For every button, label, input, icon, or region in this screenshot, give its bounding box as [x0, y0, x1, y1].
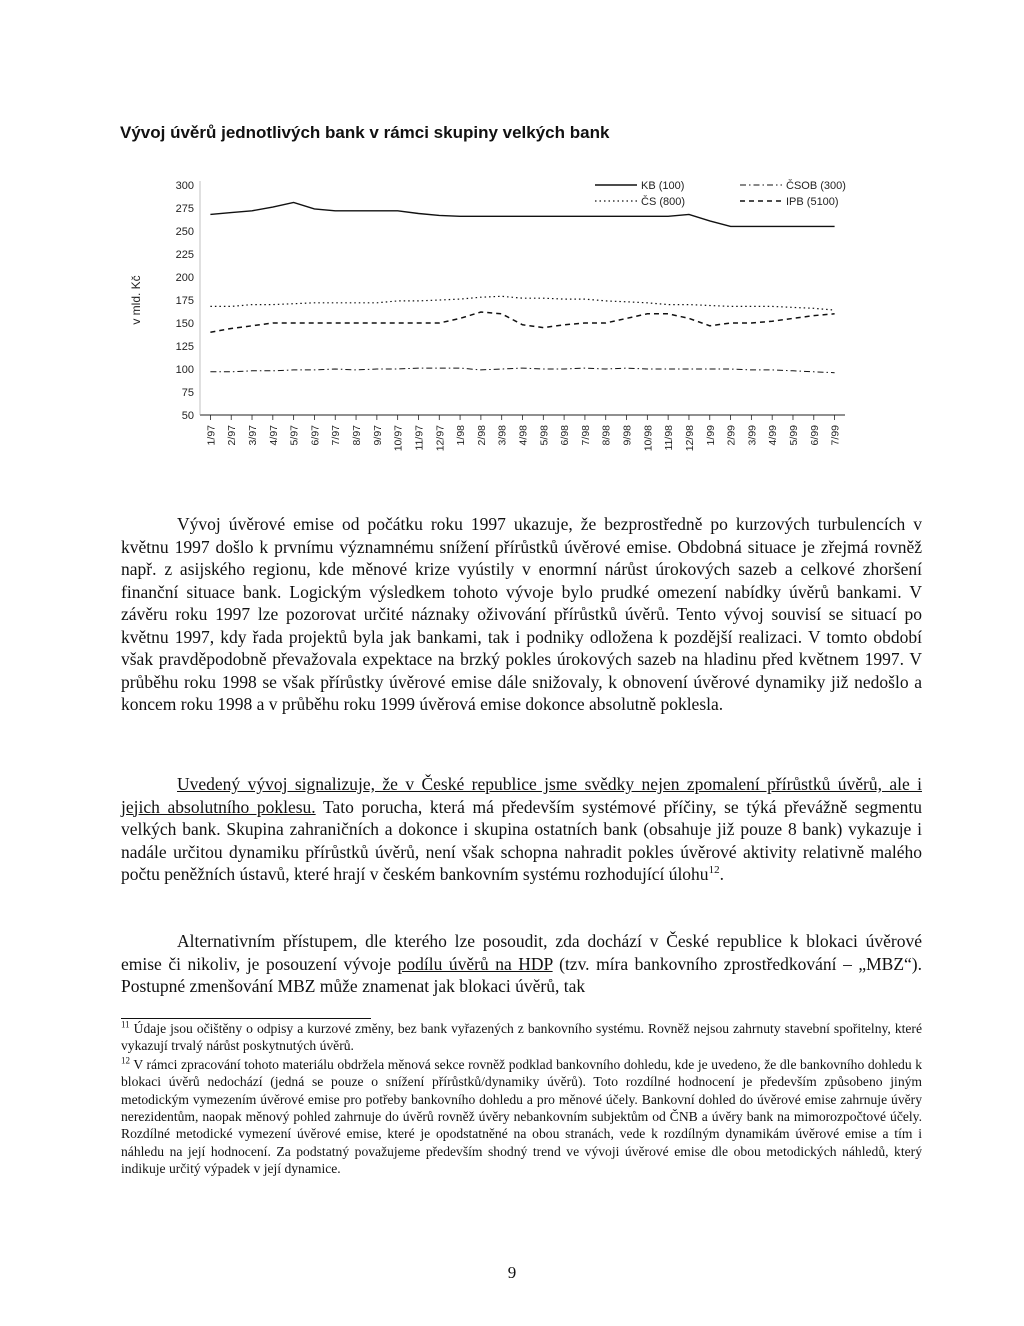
paragraph-2-rest: Tato porucha, která má především systémové příčiny, se týká převážně segmentu velkých bank. Skupina zahraničních a dokonce i skupina ostatních bank (obsahuje již pouze 8 bank) vykazuje i nadále určitou dynamiku přírůstků úvěrů, není však schopna nahradit pokles úvěrové aktivity relativně malého počtu peněžních ústavů, které hrají v českém bankovním systému rozhodující úlohu	[121, 796, 922, 884]
paragraph-3-underlined: podílu úvěrů na HDP	[397, 953, 553, 974]
x-tick-label: 4/99	[767, 425, 780, 446]
paragraph-3-part-b: (tzv. míra bankovního zprostředkování – „MBZ“). Postupné zmenšování MBZ může znamenat jak blokaci úvěrů, tak	[121, 953, 922, 996]
footnote-12-text: V rámci zpracování tohoto materiálu obdržela měnová sekce rovněž podklad bankovního dohledu, kde je uvedeno, že dle bankovního dohledu k blokaci úvěrů nedochází (jedná se pouze o snížení přírůstků/dynamiky úvěrů). Toto rozdílné hodnocení je především způsobeno jiným metodickým vymezením úvěrové emise pro potřeby bankovního dohledu a pro měnové účely. Bankovní dohled do úvěrové emise zahrnuje úvěry nerezidentům, naopak měnový pohled zahrnuje do úvěrů rovněž úvěry nebankovním subjektům od ČNB a úvěry bank na mimorozpočtové účely. Rozdílné metodické vymezení úvěrové emise, které je opodstatněné na obou stranách, vede k rozdílným dynamikám úvěrové emise a tím i náhledu na její hodnocení. Za podstatný považujeme především shodný trend ve vývoji úvěrové emise dle obou metodických náhledů, který indikuje určitý výpadek v její dynamice.	[121, 1056, 922, 1177]
series-line-0	[210, 203, 834, 227]
paragraph-1: Vývoj úvěrové emise od počátku roku 1997 ukazuje, že bezprostředně po kurzových turbulencích v květnu 1997 došlo k prvnímu významnému snížení přírůstků úvěrové emise. Obdobná situace je zřejmá rovněž např. z asijského regionu, kde měnové krize vyústily v enormní nárůst úrokových sazeb a celkové zhoršení finanční situace bank. Logickým výsledkem tohoto vývoje bylo prudké omezení nabídky úvěrů bankami. V závěru roku 1997 lze pozorovat určité náznaky oživování přírůstků úvěrů. Tento vývoj souvisí se situací po květnu 1997, kdy řada projektů byla jak bankami, tak i podniky odložena k pozdější realizaci. V tomto období však pravděpodobně převažovala expektace na brzký pokles úrokových sazeb na hladinu před květnem 1997. V průběhu roku 1998 se však přírůstky úvěrové emise dále snižovaly, k obnovení úvěrové dynamiky již nedošlo a koncem roku 1998 a v průběhu roku 1999 úvěrová emise dokonce absolutně poklesla.	[121, 514, 922, 714]
x-tick-label: 8/98	[600, 425, 613, 446]
y-tick-label: 225	[175, 249, 194, 261]
chart-svg	[100, 165, 860, 485]
x-tick-label: 12/97	[434, 425, 447, 452]
x-tick-label: 1/99	[704, 425, 717, 446]
y-tick-label: 125	[175, 341, 194, 353]
x-tick-label: 3/97	[247, 425, 260, 446]
paragraph-2	[121, 773, 922, 886]
legend-label-3: IPB (5100)	[786, 196, 839, 208]
x-tick-label: 6/97	[309, 425, 322, 446]
y-axis-label: v mld. Kč	[129, 275, 143, 325]
series-line-3	[210, 312, 834, 332]
x-tick-label: 1/98	[455, 425, 468, 446]
x-tick-label: 11/98	[663, 425, 676, 451]
footnote-11-mark: 11	[121, 1019, 130, 1030]
legend-label-2: ČSOB (300)	[786, 180, 846, 192]
y-tick-label: 250	[175, 226, 194, 238]
chart-title: Vývoj úvěrů jednotlivých bank v rámci skupiny velkých bank	[120, 123, 610, 142]
y-tick-label: 75	[181, 387, 194, 399]
x-tick-label: 6/98	[559, 425, 572, 446]
x-tick-label: 9/97	[371, 425, 384, 446]
y-tick-label: 175	[175, 295, 194, 307]
x-tick-label: 2/98	[475, 425, 488, 446]
footnote-11-text: Údaje jsou očištěny o odpisy a kurzové změny, bez bank vyřazených z bankovního systému. Rovněž nejsou zahrnuty stavební spořitelny, které vykazují trvalý nárůst poskytnutých úvěrů.	[121, 1021, 922, 1054]
x-tick-label: 3/98	[496, 425, 509, 446]
x-tick-label: 2/99	[725, 425, 738, 446]
y-tick-label: 300	[175, 180, 194, 192]
x-tick-label: 11/97	[413, 425, 426, 451]
x-tick-label: 2/97	[226, 425, 239, 446]
x-tick-label: 1/97	[205, 425, 218, 446]
series-line-2	[210, 368, 834, 373]
legend-label-1: ČS (800)	[641, 196, 686, 208]
page-number: 9	[507, 1263, 517, 1282]
x-tick-label: 8/97	[351, 425, 364, 446]
x-tick-label: 10/98	[642, 425, 655, 452]
series-line-1	[210, 296, 834, 310]
y-tick-label: 50	[181, 410, 194, 422]
legend-label-0: KB (100)	[641, 180, 685, 192]
x-tick-label: 7/99	[829, 425, 842, 446]
y-tick-label: 275	[175, 203, 194, 215]
footnote-12-mark: 12	[121, 1055, 130, 1066]
paragraph-2-end: .	[719, 864, 724, 884]
x-tick-label: 10/97	[392, 425, 405, 452]
footnote-ref-12: 12	[708, 864, 720, 877]
x-tick-label: 9/98	[621, 425, 634, 446]
y-tick-label: 200	[175, 272, 194, 284]
x-tick-label: 7/97	[330, 425, 343, 446]
x-tick-label: 12/98	[683, 425, 696, 452]
paragraph-3	[121, 930, 922, 998]
footnotes	[121, 1020, 922, 1179]
x-tick-label: 5/97	[288, 425, 301, 446]
x-tick-label: 5/99	[787, 425, 800, 446]
x-tick-label: 5/98	[538, 425, 551, 446]
x-tick-label: 4/98	[517, 425, 530, 446]
x-tick-label: 3/99	[746, 425, 759, 446]
y-tick-label: 100	[175, 364, 194, 376]
paragraph-2-underlined: Uvedený vývoj signalizuje, že v České republice jsme svědky nejen zpomalení přírůstků úvěrů, ale i jejich absolutního poklesu.	[121, 774, 922, 817]
y-tick-label: 150	[175, 318, 194, 330]
footnote-11	[121, 1020, 922, 1055]
x-tick-label: 4/97	[267, 425, 280, 446]
x-tick-label: 6/99	[808, 425, 821, 446]
footnote-12	[121, 1056, 922, 1178]
x-tick-label: 7/98	[579, 425, 592, 446]
paragraph-3-part-a: Alternativním přístupem, dle kterého lze posoudit, zda dochází v České republice k blokaci úvěrové emise či nikoliv, je posouzení vývoje	[121, 931, 922, 974]
line-chart	[100, 165, 860, 485]
footnote-separator	[121, 1018, 371, 1019]
